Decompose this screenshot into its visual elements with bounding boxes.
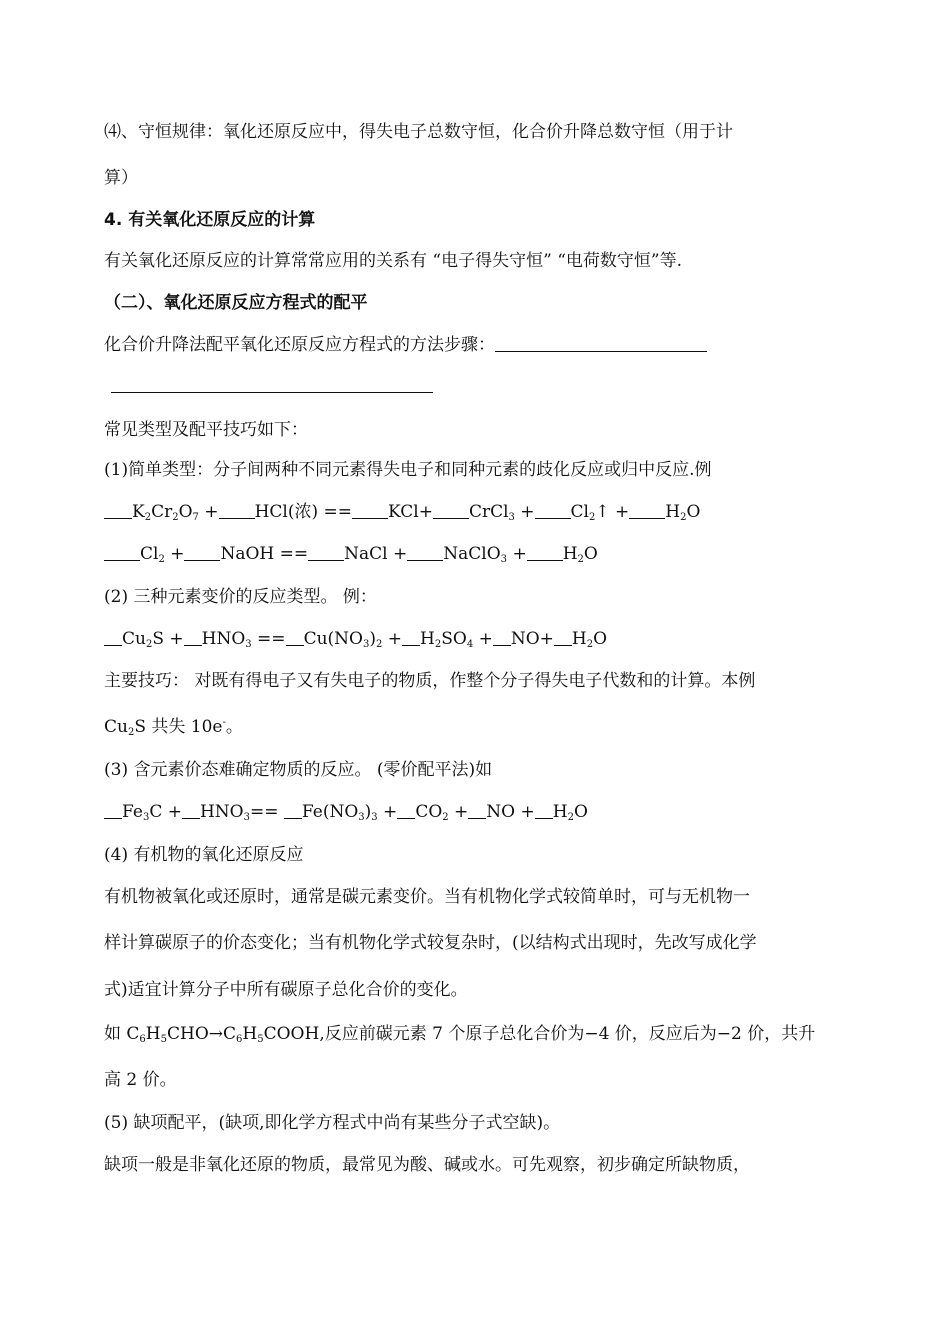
formula-hno3: $HNO_3$ ==	[201, 629, 286, 650]
type4-example-line1: 如 $C_6H_5CHO\to C_6H_5COOH$,反应前碳元素 7 个原子总化合价为−4 价，反应后为−2 价，共升	[104, 1024, 816, 1045]
coef-blank[interactable]	[535, 502, 571, 519]
formula-no: NO+	[510, 629, 554, 649]
type4-title: (4) 有机物的氧化还原反应	[104, 845, 304, 865]
formula-cuno32: $Cu(NO_3)_2$ +	[303, 629, 403, 650]
coef-blank[interactable]	[184, 544, 220, 561]
coef-blank[interactable]	[493, 629, 511, 646]
coef-blank[interactable]	[402, 629, 420, 646]
coef-blank[interactable]	[468, 802, 486, 819]
type2-title: (2) 三种元素变价的反应类型。 例：	[104, 587, 377, 607]
type5-text: 缺项一般是非氧化还原的物质，最常见为酸、碱或水。可先观察，初步确定所缺物质，	[104, 1155, 750, 1175]
formula-cl2: $Cl_2$ +	[140, 544, 185, 565]
section2-heading: （二）、氧化还原反应方程式的配平	[104, 293, 368, 313]
formula-feno33: $Fe(NO_3)_3$ +	[301, 802, 398, 823]
steps-prompt	[104, 334, 707, 356]
section4-heading: 4. 有关氧化还原反应的计算	[104, 210, 316, 230]
section4-text: 有关氧化还原反应的计算常常应用的关系有 “电子得失守恒” “电荷数守恒”等.	[104, 251, 682, 271]
formula-cu2s: $Cu_2S$ +	[122, 629, 184, 650]
formula-k2cr2o7: $K_2Cr_2O_7$ +	[132, 502, 219, 523]
type3-title: (3) 含元素价态难确定物质的反应。 (零价配平法)如	[104, 760, 493, 780]
coef-blank[interactable]	[352, 502, 388, 519]
coef-blank[interactable]	[104, 802, 122, 819]
formula-h2o: $H_2O$	[562, 544, 598, 565]
formula-h2o: $H_2O$	[571, 629, 608, 650]
formula-h2so4: $H_2SO_4$ +	[420, 629, 493, 650]
type1-title: (1)简单类型：分子间两种不同元素得失电子和同种元素的歧化反应或归中反应.例	[104, 460, 712, 480]
coef-blank[interactable]	[104, 629, 122, 646]
type2-equation	[104, 628, 607, 650]
coef-blank[interactable]	[184, 629, 202, 646]
coef-blank[interactable]	[397, 802, 415, 819]
coef-blank[interactable]	[527, 544, 563, 561]
coef-blank[interactable]	[554, 629, 572, 646]
rule4-line2: 算）	[104, 168, 138, 188]
formula-nacl: NaCl +	[344, 544, 408, 564]
formula-hcl: HCl(浓) ==	[254, 502, 352, 522]
type4-example-line2: 高 2 价。	[104, 1070, 177, 1090]
formula-fe3c: $Fe_3C$ +	[122, 802, 182, 823]
type1-equation-2	[104, 543, 598, 565]
coef-blank[interactable]	[284, 802, 302, 819]
coef-blank[interactable]	[308, 544, 344, 561]
types-intro: 常见类型及配平技巧如下：	[104, 420, 308, 440]
rule4-line1: ⑷、守恒规律：氧化还原反应中，得失电子总数守恒，化合价升降总数守恒（用于计	[104, 122, 733, 142]
coef-blank[interactable]	[407, 544, 443, 561]
type3-equation	[104, 801, 588, 823]
steps-answer-blank-1[interactable]	[495, 335, 707, 352]
type5-title: (5) 缺项配平，(缺项,即化学方程式中尚有某些分子式空缺)。	[104, 1113, 561, 1133]
coef-blank[interactable]	[433, 502, 469, 519]
coef-blank[interactable]	[629, 502, 665, 519]
formula-h2o: $H_2O$	[552, 802, 588, 823]
formula-cl2: $Cl_2↑$ +	[570, 502, 630, 523]
type1-equation-1	[104, 501, 700, 523]
formula-kcl: KCl+	[388, 502, 433, 522]
coef-blank[interactable]	[286, 629, 304, 646]
type2-tip-line2: $Cu_2S$ 共失 10e-。	[104, 717, 243, 738]
steps-answer-blank-2[interactable]	[111, 392, 433, 393]
type4-para-line2: 样计算碳原子的价态变化；当有机物化学式较复杂时，(以结构式出现时，先改写成化学	[104, 933, 757, 953]
formula-naoh: NaOH ==	[220, 544, 309, 564]
type2-tip-line1: 主要技巧： 对既有得电子又有失电子的物质，作整个分子得失电子代数和的计算。本例	[104, 671, 756, 691]
formula-hno3: $HNO_3==$	[199, 802, 284, 823]
formula-crcl3: CrCl$_3$ +	[468, 502, 535, 523]
formula-naclo3: NaClO$_3$ +	[443, 544, 527, 565]
coef-blank[interactable]	[535, 802, 553, 819]
coef-blank[interactable]	[219, 502, 255, 519]
formula-no: NO +	[486, 802, 535, 822]
formula-h2o: $H_2O$	[665, 502, 701, 523]
coef-blank[interactable]	[104, 544, 140, 561]
coef-blank[interactable]	[182, 802, 200, 819]
formula-co2: $CO_2$ +	[415, 802, 469, 823]
steps-prompt-label: 化合价升降法配平氧化还原反应方程式的方法步骤：	[104, 335, 495, 355]
coef-blank[interactable]	[104, 502, 132, 519]
type4-para-line3: 式)适宜计算分子中所有碳原子总化合价的变化。	[104, 980, 468, 1000]
type4-para-line1: 有机物被氧化或还原时，通常是碳元素变价。当有机物化学式较简单时，可与无机物一	[104, 887, 750, 907]
